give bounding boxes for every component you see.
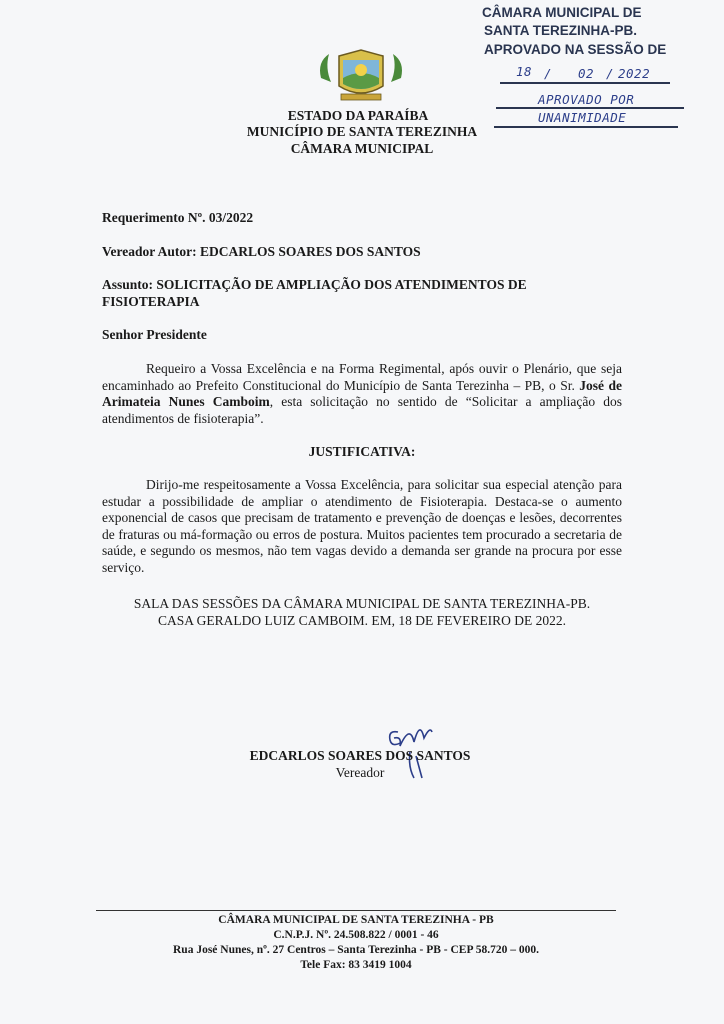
footer-divider	[96, 910, 616, 911]
stamp-date-line	[500, 82, 670, 84]
mayor-name: José de Arimateia Nunes Camboim	[102, 377, 622, 409]
stamp-line-2: SANTA TEREZINHA-PB.	[484, 23, 637, 38]
vereador-name: EDCARLOS SOARES DOS SANTOS	[200, 244, 421, 259]
stamp-hand-1: APROVADO POR	[538, 92, 635, 107]
footer-phone: Tele Fax: 83 3419 1004	[300, 959, 412, 971]
header-chamber: CÂMARA MUNICIPAL	[290, 141, 434, 156]
paragraph-request-part-2: , esta solicitação no sentido de “Solicitar a ampliação dos atendimentos de fisioterapia”.	[102, 394, 622, 426]
signer-name: EDCARLOS SOARES DOS SANTOS	[249, 748, 471, 763]
stamp-date-year: 2022	[618, 66, 651, 81]
footer-chamber: CÂMARA MUNICIPAL DE SANTA TEREZINHA - PB	[218, 914, 494, 926]
municipal-emblem-icon	[313, 48, 409, 104]
stamp-hand-2: UNANIMIDADE	[538, 110, 627, 125]
paragraph-request-part-1: Requeiro a Vossa Excelência e na Forma Regimental, após ouvir o Plenário, que seja encaminhado ao Prefeito Constitucional do Município de Santa Terezinha – PB, o Sr.	[102, 361, 622, 393]
stamp-line-1: CÂMARA MUNICIPAL DE	[482, 5, 642, 20]
requerimento-number: Requerimento Nº. 03/2022	[102, 210, 254, 225]
footer-address: Rua José Nunes, nº. 27 Centros – Santa Terezinha - PB - CEP 58.720 – 000.	[173, 944, 539, 956]
footer-cnpj: C.N.P.J. Nº. 24.508.822 / 0001 - 46	[273, 929, 439, 941]
vereador-autor	[102, 244, 622, 261]
stamp-date-month: 02	[578, 66, 595, 81]
assunto-text: SOLICITAÇÃO DE AMPLIAÇÃO DOS ATENDIMENTOS DE FISIOTERAPIA	[102, 277, 527, 309]
stamp-date-day: 18	[516, 64, 533, 79]
salutation: Senhor Presidente	[102, 327, 207, 342]
document-page: CÂMARA MUNICIPAL DE SANTA TEREZINHA-PB. APROVADO NA SESSÃO DE 18 / 02 / 2022 APROVADO POR UNANIMIDADE ESTADO DA PARAÍBA MUNICÍPIO DE SANTA TEREZINHA CÂMARA MUNICIPAL Requerimento Nº. 03/2022 Vereador Autor: EDCARLOS SOARES DOS SANTOS Assunto: SOLICITAÇÃO DE AMPLIAÇÃO DOS ATENDIMENTOS DE FISIOTERAPIA Senhor Presidente Requeiro a Vossa Excelência e na Forma Regimental, após ouvir o Plenário, que seja encaminhado ao Prefeito Constitucional do Município de Santa Terezinha – PB, o Sr. José de Arimateia Nunes Camboim, esta solicitação no sentido de “Solicitar a ampliação dos atendimentos de fisioterapia”. JUSTIFICATIVA: Dirijo-me respeitosamente a Vossa Excelência, para solicitar sua especial atenção para estudar a possibilidade de ampliar o atendimento de Fisioterapia. Destaca-se o aumento exponencial de casos que precisam de tratamento e prevenção de doenças e lesões, decorrentes de fraturas ou má-formação ou erros de postura. Muitos pacientes tem procurado a secretaria de saúde, e segundo os mesmos, não tem vagas devido a demanda ser grande na procura por esse serviço. SALA DAS SESSÕES DA CÂMARA MUNICIPAL DE SANTA TEREZINHA-PB. CASA GERALDO LUIZ CAMBOIM. EM, 18 DE FEVEREIRO DE 2022. EDCARLOS SOARES DOS SANTOS Vereador CÂMARA MUNICIPAL DE SANTA TEREZINHA - PB C.N.P.J. Nº. 24.508.822 / 0001 - 46 Rua José Nunes, nº. 27 Centros – Santa Terezinha - PB - CEP 58.720 – 000. Tele Fax: 83 3419 1004	[0, 0, 724, 1024]
closing-line-1: SALA DAS SESSÕES DA CÂMARA MUNICIPAL DE SANTA TEREZINHA-PB.	[133, 596, 591, 611]
assunto-label: Assunto:	[102, 277, 154, 292]
paragraph-justification: Dirijo-me respeitosamente a Vossa Excelência, para solicitar sua especial atenção para estudar a possibilidade de ampliar o atendimento de Fisioterapia. Destaca-se o aumento exponencial de casos que precisam de tratamento e prevenção de doenças e lesões, decorrentes de fraturas ou má-formação ou erros de postura. Muitos pacientes tem procurado a secretaria de saúde, e segundo os mesmos, não tem vagas devido a demanda ser grande na procura por esse serviço.	[102, 477, 622, 575]
paragraph-request	[102, 361, 622, 427]
signer-role: Vereador	[335, 765, 385, 780]
justificativa-title: JUSTIFICATIVA:	[308, 444, 416, 459]
assunto	[102, 277, 572, 310]
vereador-label: Vereador Autor:	[102, 244, 197, 259]
header-municipality: MUNICÍPIO DE SANTA TEREZINHA	[246, 124, 478, 139]
stamp-line-3: APROVADO NA SESSÃO DE	[484, 42, 667, 57]
closing-line-2: CASA GERALDO LUIZ CAMBOIM. EM, 18 DE FEVEREIRO DE 2022.	[158, 613, 566, 628]
header-state: ESTADO DA PARAÍBA	[287, 108, 429, 123]
